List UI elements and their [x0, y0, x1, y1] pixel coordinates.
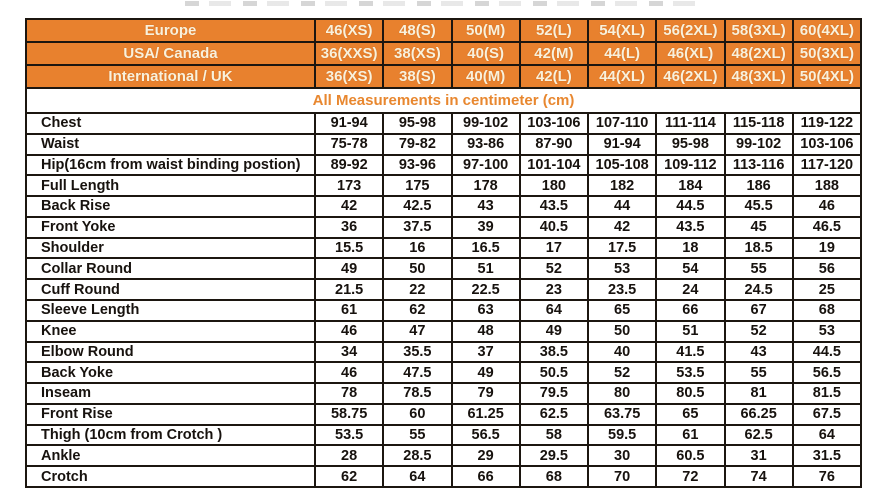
measurement-value-cell: 91-94: [316, 114, 382, 133]
measurement-label: Sleeve Length: [27, 301, 314, 320]
measurement-value-cell: 16.5: [453, 239, 519, 258]
measurement-label: Waist: [27, 135, 314, 154]
measurement-value-cell: 79: [453, 384, 519, 403]
measurement-label: Chest: [27, 114, 314, 133]
cropped-title-remnant: [185, 1, 700, 6]
size-cell: 50(3XL): [794, 43, 860, 64]
measurement-value-cell: 91-94: [589, 135, 655, 154]
measurement-value-cell: 184: [657, 176, 723, 195]
measurement-value-cell: 68: [794, 301, 860, 320]
measurement-value-cell: 67: [726, 301, 792, 320]
measurement-label: Knee: [27, 322, 314, 341]
measurement-value-cell: 53: [794, 322, 860, 341]
measurement-value-cell: 43.5: [521, 197, 587, 216]
measurement-value-cell: 15.5: [316, 239, 382, 258]
measurement-value-cell: 46: [794, 197, 860, 216]
measurement-value-cell: 95-98: [384, 114, 450, 133]
measurement-value-cell: 78.5: [384, 384, 450, 403]
measurement-label: Shoulder: [27, 239, 314, 258]
size-cell: 56(2XL): [657, 20, 723, 41]
measurement-value-cell: 117-120: [794, 156, 860, 175]
measurement-value-cell: 22.5: [453, 280, 519, 299]
size-cell: 52(L): [521, 20, 587, 41]
size-cell: 50(4XL): [794, 66, 860, 87]
measurement-value-cell: 56: [794, 259, 860, 278]
measurement-value-cell: 61: [657, 426, 723, 445]
measurement-value-cell: 45: [726, 218, 792, 237]
measurement-value-cell: 64: [384, 467, 450, 486]
measurement-value-cell: 52: [589, 363, 655, 382]
measurement-value-cell: 111-114: [657, 114, 723, 133]
measurement-value-cell: 18.5: [726, 239, 792, 258]
measurement-value-cell: 175: [384, 176, 450, 195]
measurement-value-cell: 188: [794, 176, 860, 195]
measurement-value-cell: 28: [316, 446, 382, 465]
measurement-value-cell: 42: [316, 197, 382, 216]
measurement-value-cell: 48: [453, 322, 519, 341]
measurement-value-cell: 47.5: [384, 363, 450, 382]
measurement-value-cell: 62.5: [521, 405, 587, 424]
measurement-value-cell: 107-110: [589, 114, 655, 133]
measurement-value-cell: 180: [521, 176, 587, 195]
measurement-value-cell: 97-100: [453, 156, 519, 175]
measurement-value-cell: 89-92: [316, 156, 382, 175]
measurement-value-cell: 19: [794, 239, 860, 258]
measurement-value-cell: 105-108: [589, 156, 655, 175]
measurement-value-cell: 65: [657, 405, 723, 424]
measurement-value-cell: 52: [726, 322, 792, 341]
measurement-value-cell: 62: [384, 301, 450, 320]
measurement-value-cell: 178: [453, 176, 519, 195]
measurement-label: Front Rise: [27, 405, 314, 424]
measurement-value-cell: 80: [589, 384, 655, 403]
measurement-value-cell: 87-90: [521, 135, 587, 154]
measurement-value-cell: 55: [384, 426, 450, 445]
size-cell: 58(3XL): [726, 20, 792, 41]
measurement-label: Back Yoke: [27, 363, 314, 382]
region-label: International / UK: [27, 66, 314, 87]
measurement-value-cell: 25: [794, 280, 860, 299]
measurement-value-cell: 17: [521, 239, 587, 258]
measurement-value-cell: 67.5: [794, 405, 860, 424]
measurement-value-cell: 59.5: [589, 426, 655, 445]
measurement-value-cell: 38.5: [521, 343, 587, 362]
measurement-value-cell: 66: [453, 467, 519, 486]
measurement-label: Crotch: [27, 467, 314, 486]
measurement-label: Inseam: [27, 384, 314, 403]
size-cell: 44(XL): [589, 66, 655, 87]
measurement-value-cell: 81: [726, 384, 792, 403]
measurement-value-cell: 46: [316, 322, 382, 341]
measurement-value-cell: 37: [453, 343, 519, 362]
measurement-value-cell: 76: [794, 467, 860, 486]
measurement-value-cell: 24: [657, 280, 723, 299]
measurement-value-cell: 29.5: [521, 446, 587, 465]
measurement-value-cell: 56.5: [453, 426, 519, 445]
measurement-value-cell: 64: [794, 426, 860, 445]
measurement-value-cell: 55: [726, 363, 792, 382]
size-chart-table: [25, 18, 862, 488]
size-cell: 50(M): [453, 20, 519, 41]
size-cell: 40(S): [453, 43, 519, 64]
measurement-value-cell: 22: [384, 280, 450, 299]
measurement-value-cell: 78: [316, 384, 382, 403]
measurement-value-cell: 93-96: [384, 156, 450, 175]
measurement-value-cell: 44.5: [794, 343, 860, 362]
size-cell: 46(2XL): [657, 66, 723, 87]
measurement-value-cell: 109-112: [657, 156, 723, 175]
measurement-label: Full Length: [27, 176, 314, 195]
measurement-value-cell: 101-104: [521, 156, 587, 175]
measurement-label: Cuff Round: [27, 280, 314, 299]
measurement-value-cell: 103-106: [794, 135, 860, 154]
measurement-value-cell: 28.5: [384, 446, 450, 465]
measurement-value-cell: 55: [726, 259, 792, 278]
measurement-value-cell: 173: [316, 176, 382, 195]
measurement-value-cell: 49: [521, 322, 587, 341]
measurement-value-cell: 66.25: [726, 405, 792, 424]
measurement-value-cell: 65: [589, 301, 655, 320]
size-cell: 40(M): [453, 66, 519, 87]
measurement-value-cell: 56.5: [794, 363, 860, 382]
measurement-value-cell: 31.5: [794, 446, 860, 465]
measurement-value-cell: 58.75: [316, 405, 382, 424]
measurement-value-cell: 52: [521, 259, 587, 278]
measurement-value-cell: 23: [521, 280, 587, 299]
measurement-value-cell: 74: [726, 467, 792, 486]
measurement-value-cell: 40: [589, 343, 655, 362]
measurement-label: Hip(16cm from waist binding postion): [27, 156, 314, 175]
measurement-value-cell: 54: [657, 259, 723, 278]
measurement-value-cell: 51: [657, 322, 723, 341]
size-cell: 36(XXS): [316, 43, 382, 64]
measurement-value-cell: 182: [589, 176, 655, 195]
measurement-value-cell: 31: [726, 446, 792, 465]
measurement-label: Front Yoke: [27, 218, 314, 237]
measurement-value-cell: 16: [384, 239, 450, 258]
measurement-label: Back Rise: [27, 197, 314, 216]
measurement-label: Elbow Round: [27, 343, 314, 362]
measurement-value-cell: 61.25: [453, 405, 519, 424]
measurement-value-cell: 115-118: [726, 114, 792, 133]
measurement-value-cell: 47: [384, 322, 450, 341]
measurement-value-cell: 17.5: [589, 239, 655, 258]
measurement-value-cell: 93-86: [453, 135, 519, 154]
measurement-value-cell: 21.5: [316, 280, 382, 299]
size-cell: 60(4XL): [794, 20, 860, 41]
measurement-value-cell: 66: [657, 301, 723, 320]
measurement-value-cell: 50.5: [521, 363, 587, 382]
measurement-value-cell: 62.5: [726, 426, 792, 445]
measurement-value-cell: 63: [453, 301, 519, 320]
size-cell: 36(XS): [316, 66, 382, 87]
size-cell: 46(XS): [316, 20, 382, 41]
measurement-value-cell: 29: [453, 446, 519, 465]
region-label: USA/ Canada: [27, 43, 314, 64]
measurement-value-cell: 58: [521, 426, 587, 445]
measurement-value-cell: 49: [316, 259, 382, 278]
size-cell: 42(M): [521, 43, 587, 64]
measurement-value-cell: 95-98: [657, 135, 723, 154]
size-cell: 48(S): [384, 20, 450, 41]
size-cell: 54(XL): [589, 20, 655, 41]
measurement-value-cell: 79.5: [521, 384, 587, 403]
measurement-value-cell: 72: [657, 467, 723, 486]
size-cell: 48(3XL): [726, 66, 792, 87]
measurement-label: Ankle: [27, 446, 314, 465]
measurement-value-cell: 63.75: [589, 405, 655, 424]
measurement-value-cell: 99-102: [453, 114, 519, 133]
measurement-value-cell: 36: [316, 218, 382, 237]
measurement-value-cell: 43: [453, 197, 519, 216]
measurement-value-cell: 68: [521, 467, 587, 486]
measurement-value-cell: 70: [589, 467, 655, 486]
measurement-value-cell: 60: [384, 405, 450, 424]
measurement-value-cell: 24.5: [726, 280, 792, 299]
size-cell: 38(XS): [384, 43, 450, 64]
measurement-value-cell: 50: [589, 322, 655, 341]
measurement-value-cell: 81.5: [794, 384, 860, 403]
measurement-value-cell: 42.5: [384, 197, 450, 216]
measurement-value-cell: 39: [453, 218, 519, 237]
measurement-value-cell: 103-106: [521, 114, 587, 133]
measurement-value-cell: 50: [384, 259, 450, 278]
measurement-value-cell: 79-82: [384, 135, 450, 154]
size-cell: 46(XL): [657, 43, 723, 64]
measurement-value-cell: 40.5: [521, 218, 587, 237]
measurement-value-cell: 62: [316, 467, 382, 486]
size-cell: 48(2XL): [726, 43, 792, 64]
measurement-value-cell: 113-116: [726, 156, 792, 175]
measurement-value-cell: 53: [589, 259, 655, 278]
measurement-value-cell: 99-102: [726, 135, 792, 154]
measurement-value-cell: 44.5: [657, 197, 723, 216]
measurement-value-cell: 60.5: [657, 446, 723, 465]
measurement-value-cell: 75-78: [316, 135, 382, 154]
measurement-value-cell: 30: [589, 446, 655, 465]
measurement-value-cell: 23.5: [589, 280, 655, 299]
measurement-value-cell: 51: [453, 259, 519, 278]
measurement-value-cell: 46: [316, 363, 382, 382]
measurement-value-cell: 53.5: [657, 363, 723, 382]
measurement-value-cell: 49: [453, 363, 519, 382]
measurement-label: Thigh (10cm from Crotch ): [27, 426, 314, 445]
measurement-unit-note: All Measurements in centimeter (cm): [27, 89, 860, 112]
measurement-value-cell: 37.5: [384, 218, 450, 237]
measurement-value-cell: 119-122: [794, 114, 860, 133]
measurement-value-cell: 64: [521, 301, 587, 320]
measurement-value-cell: 61: [316, 301, 382, 320]
measurement-value-cell: 43.5: [657, 218, 723, 237]
measurement-value-cell: 53.5: [316, 426, 382, 445]
size-cell: 42(L): [521, 66, 587, 87]
measurement-value-cell: 46.5: [794, 218, 860, 237]
size-cell: 38(S): [384, 66, 450, 87]
measurement-value-cell: 45.5: [726, 197, 792, 216]
measurement-value-cell: 42: [589, 218, 655, 237]
region-label: Europe: [27, 20, 314, 41]
measurement-value-cell: 41.5: [657, 343, 723, 362]
size-cell: 44(L): [589, 43, 655, 64]
measurement-value-cell: 18: [657, 239, 723, 258]
measurement-label: Collar Round: [27, 259, 314, 278]
measurement-value-cell: 186: [726, 176, 792, 195]
measurement-value-cell: 80.5: [657, 384, 723, 403]
measurement-value-cell: 43: [726, 343, 792, 362]
measurement-value-cell: 44: [589, 197, 655, 216]
measurement-value-cell: 34: [316, 343, 382, 362]
measurement-value-cell: 35.5: [384, 343, 450, 362]
